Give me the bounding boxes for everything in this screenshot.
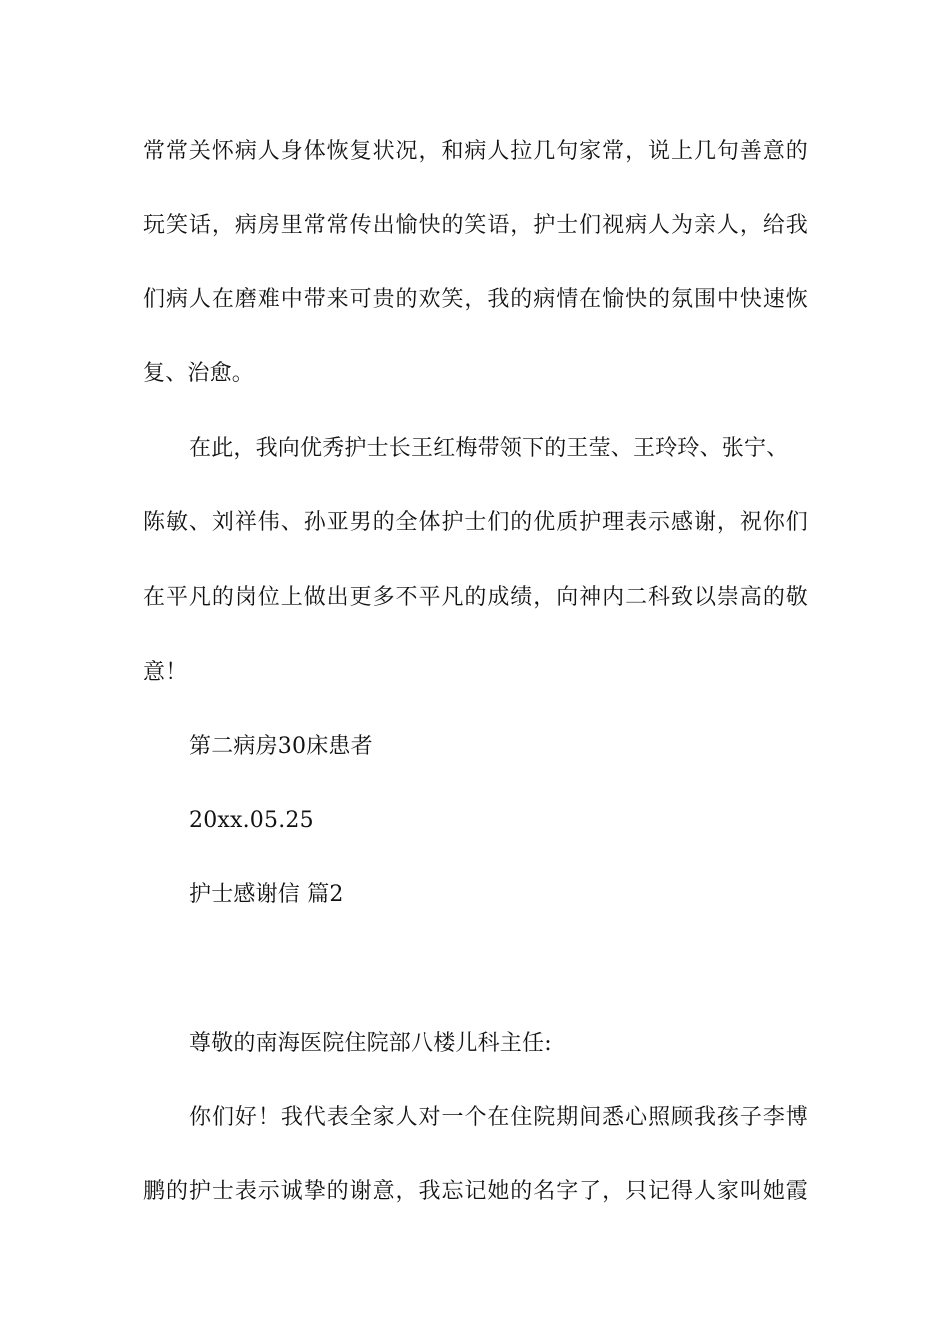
paragraph-2-line-2: 陈敏、刘祥伟、孙亚男的全体护士们的优质护理表示感谢，祝你们 bbox=[143, 510, 808, 535]
paragraph-3-line-1: 你们好！我代表全家人对一个在住院期间悉心照顾我孩子李博 bbox=[189, 1105, 808, 1130]
paragraph-1-line-4: 复、治愈。 bbox=[143, 361, 255, 386]
paragraph-2-line-4: 意！ bbox=[143, 660, 188, 685]
paragraph-1-line-3: 们病人在磨难中带来可贵的欢笑，我的病情在愉快的氛围中快速恢 bbox=[143, 287, 808, 312]
paragraph-2-line-3: 在平凡的岗位上做出更多不平凡的成绩，向神内二科致以崇高的敬 bbox=[143, 585, 808, 610]
paragraph-3-line-2: 鹏的护士表示诚挚的谢意，我忘记她的名字了，只记得人家叫她霞 bbox=[143, 1179, 808, 1204]
signature: 第二病房30床患者 bbox=[189, 734, 373, 759]
paragraph-2-line-1: 在此，我向优秀护士长王红梅带领下的王莹、王玲玲、张宁、 bbox=[189, 436, 789, 461]
section-title: 护士感谢信 篇2 bbox=[189, 882, 344, 907]
paragraph-1-line-1: 常常关怀病人身体恢复状况，和病人拉几句家常，说上几句善意的 bbox=[143, 139, 808, 164]
date: 20xx.05.25 bbox=[189, 808, 314, 833]
salutation: 尊敬的南海医院住院部八楼儿科主任: bbox=[189, 1031, 552, 1056]
paragraph-1-line-2: 玩笑话，病房里常常传出愉快的笑语，护士们视病人为亲人，给我 bbox=[143, 213, 808, 238]
